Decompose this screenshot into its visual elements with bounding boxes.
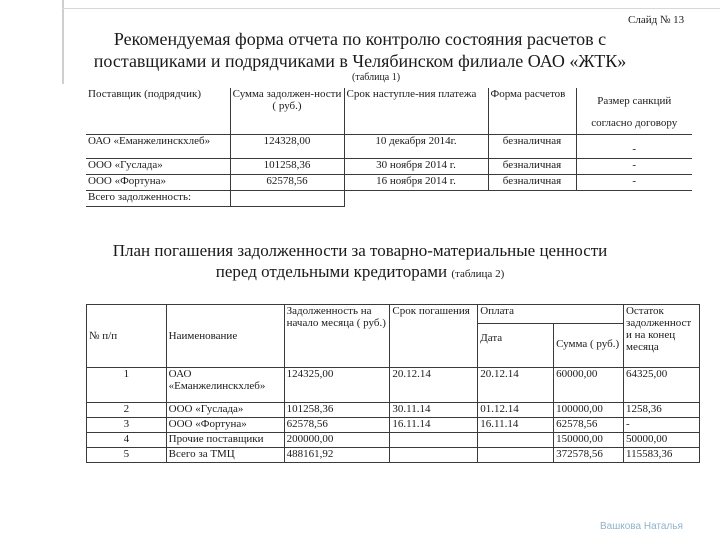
header-remaining: Остаток задолженност и на конец месяца [623, 305, 699, 368]
title-line-2: поставщиками и подрядчиками в Челябинском филиале ОАО «ЖТК» [93, 51, 627, 71]
cell-debt-start: 200000,00 [284, 433, 390, 448]
cell-date: 20.12.14 [478, 368, 554, 403]
header-supplier: Поставщик (подрядчик) [86, 88, 230, 135]
cell-num: 3 [87, 418, 167, 433]
table-row [86, 135, 692, 159]
table-header-row [86, 88, 692, 135]
cell-debt-start: 62578,56 [284, 418, 390, 433]
section-title-line-1: План погашения задолженности за товарно-материальные ценности [112, 241, 608, 260]
slide-number: Слайд № 13 [628, 14, 685, 26]
cell-sanctions: - [576, 175, 692, 191]
cell-debt: 101258,36 [230, 159, 344, 175]
cell-due: 30 ноября 2014 г. [344, 159, 488, 175]
repayment-plan-table [86, 304, 700, 463]
cell-supplier: ООО «Гуслада» [86, 159, 230, 175]
cell-supplier: ОАО «Еманжелинскхлеб» [86, 135, 230, 159]
cell-due: 10 декабря 2014г. [344, 135, 488, 159]
header-debt-start: Задолженность на начало месяца ( руб.) [284, 305, 390, 368]
cell-term: 20.12.14 [390, 368, 478, 403]
cell-name: ООО «Фортуна» [166, 418, 284, 433]
cell-date [478, 433, 554, 448]
title-line-1: Рекомендуемая форма отчета по контролю состояния расчетов с [113, 29, 607, 49]
cell-debt-start: 101258,36 [284, 403, 390, 418]
cell-payment-form: безналичная [488, 175, 576, 191]
cell-sanctions: - [576, 135, 692, 159]
table1-note: (таблица 1) [352, 72, 401, 83]
cell-supplier: ООО «Фортуна» [86, 175, 230, 191]
table-row [87, 433, 700, 448]
header-payment: Оплата [478, 305, 624, 324]
cell-date [478, 448, 554, 463]
header-name: Наименование [166, 305, 284, 368]
table-header-row [87, 305, 700, 324]
cell-name: ОАО «Еманжелинскхлеб» [166, 368, 284, 403]
table-row [86, 175, 692, 191]
cell-num: 5 [87, 448, 167, 463]
cell-term: 30.11.14 [390, 403, 478, 418]
table-total-row [86, 191, 692, 207]
cell-remaining: 115583,36 [623, 448, 699, 463]
header-term: Срок погашения [390, 305, 478, 368]
settlements-table [86, 88, 692, 207]
table-row [87, 368, 700, 403]
cell-num: 1 [87, 368, 167, 403]
cell-empty [488, 191, 576, 207]
header-payment-form: Форма расчетов [488, 88, 576, 135]
frame-horizontal-line [62, 8, 720, 9]
table-row [87, 448, 700, 463]
author-label: Вашкова Наталья [600, 521, 683, 532]
cell-due: 16 ноября 2014 г. [344, 175, 488, 191]
header-sanctions-line1: Размер санкций [597, 95, 672, 107]
header-sanctions [576, 88, 692, 135]
cell-empty [576, 191, 692, 207]
cell-term [390, 433, 478, 448]
cell-num: 4 [87, 433, 167, 448]
header-debt: Сумма задолжен-ности ( руб.) [230, 88, 344, 135]
page-title [0, 28, 720, 72]
cell-amount: 62578,56 [554, 418, 624, 433]
cell-amount: 60000,00 [554, 368, 624, 403]
cell-remaining: 50000,00 [623, 433, 699, 448]
cell-sanctions: - [576, 159, 692, 175]
cell-debt: 62578,56 [230, 175, 344, 191]
cell-name: ООО «Гуслада» [166, 403, 284, 418]
section-title [0, 240, 720, 285]
cell-date: 16.11.14 [478, 418, 554, 433]
cell-debt-start: 124325,00 [284, 368, 390, 403]
section-title-line-2 [0, 261, 720, 285]
cell-remaining: 64325,00 [623, 368, 699, 403]
header-sanctions-line2: согласно договору [591, 117, 678, 129]
cell-date: 01.12.14 [478, 403, 554, 418]
cell-payment-form: безналичная [488, 135, 576, 159]
cell-name: Прочие поставщики [166, 433, 284, 448]
table-row [86, 159, 692, 175]
cell-remaining: 1258,36 [623, 403, 699, 418]
section-title-line-2-text: перед отдельными кредиторами [215, 262, 448, 281]
cell-term: 16.11.14 [390, 418, 478, 433]
cell-debt: 124328,00 [230, 135, 344, 159]
cell-payment-form: безналичная [488, 159, 576, 175]
table2-note: (таблица 2) [451, 268, 505, 280]
cell-remaining: - [623, 418, 699, 433]
cell-debt-start: 488161,92 [284, 448, 390, 463]
table-row [87, 418, 700, 433]
cell-num: 2 [87, 403, 167, 418]
cell-total-label: Всего задолженность: [86, 191, 230, 207]
cell-amount: 100000,00 [554, 403, 624, 418]
header-due: Срок наступле-ния платежа [344, 88, 488, 135]
cell-amount: 372578,56 [554, 448, 624, 463]
cell-empty [230, 191, 344, 207]
cell-term [390, 448, 478, 463]
header-date: Дата [478, 324, 554, 368]
cell-name: Всего за ТМЦ [166, 448, 284, 463]
cell-empty [344, 191, 488, 207]
header-num: № п/п [87, 305, 167, 368]
table-row [87, 403, 700, 418]
header-amount: Сумма ( руб.) [554, 324, 624, 368]
cell-amount: 150000,00 [554, 433, 624, 448]
